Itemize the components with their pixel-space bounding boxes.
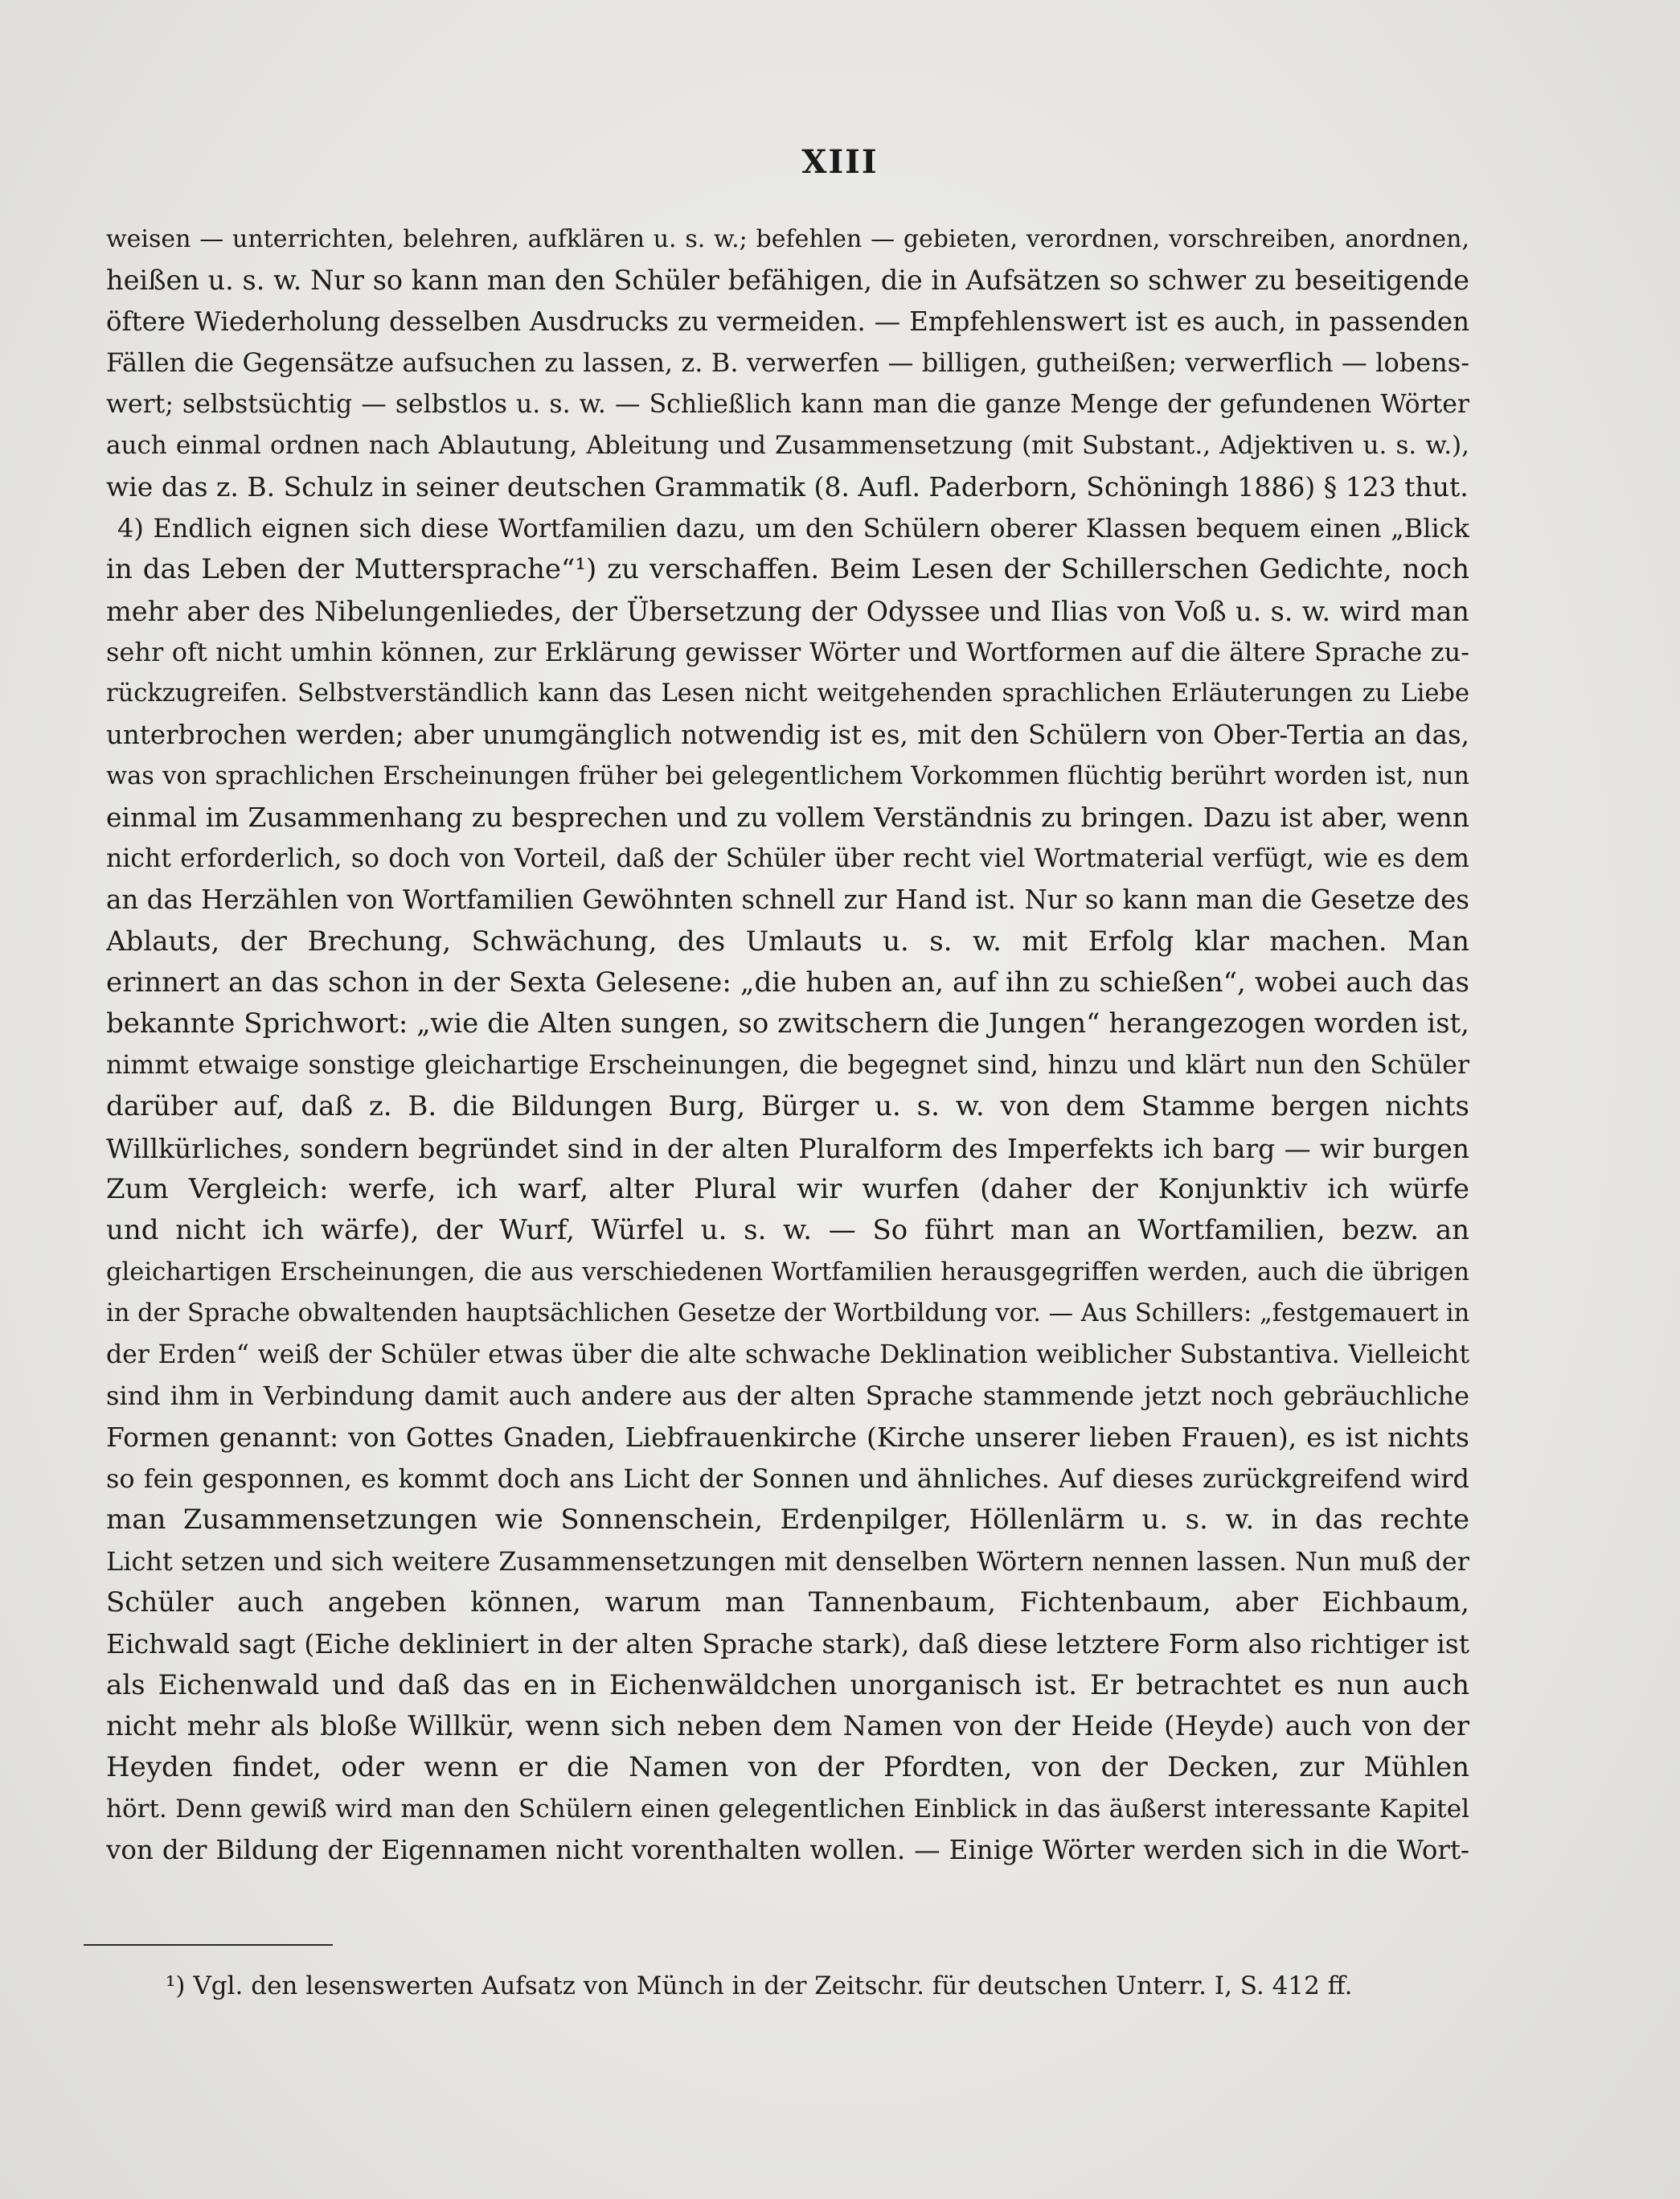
text-line: gleichartigen Erscheinungen, die aus verschiedenen Wortfamilien herausgegriffen werden, auch die übrigen (106, 1257, 1469, 1286)
text-line: so fein gesponnen, es kommt doch ans Licht der Sonnen und ähnliches. Auf dieses zurückgreifend wird (106, 1463, 1469, 1494)
text-line: in das Leben der Muttersprache“¹) zu verschaffen. Beim Lesen der Schillerschen Gedichte, noch (106, 553, 1469, 586)
text-line: öftere Wiederholung desselben Ausdrucks zu vermeiden. — Empfehlenswert ist es auch, in passenden (106, 306, 1469, 337)
text-line: Formen genannt: von Gottes Gnaden, Liebfrauenkirche (Kirche unserer lieben Frauen), es ist nichts (106, 1422, 1469, 1454)
text-line: bekannte Sprichwort: „wie die Alten sungen, so zwitschern die Jungen“ herangezogen worden ist, (106, 1007, 1469, 1040)
text-line: man Zusammensetzungen wie Sonnenschein, Erdenpilger, Höllenlärm u. s. w. in das rechte (106, 1504, 1469, 1536)
text-line: darüber auf, daß z. B. die Bildungen Burg, Bürger u. s. w. von dem Stamme bergen nichts (106, 1090, 1469, 1123)
text-line: auch einmal ordnen nach Ablautung, Ableitung und Zusammensetzung (mit Substant., Adjektiven u. s. w.), (106, 430, 1469, 460)
text-line: sind ihm in Verbindung damit auch andere aus der alten Sprache stammende jetzt noch gebräuchliche (106, 1380, 1469, 1411)
text-line: Eichwald sagt (Eiche dekliniert in der alten Sprache stark), daß diese letztere Form also richtiger ist (106, 1628, 1469, 1660)
text-line: an das Herzählen von Wortfamilien Gewöhnten schnell zur Hand ist. Nur so kann man die Gesetze des (106, 884, 1469, 916)
text-line: erinnert an das schon in der Sexta Gelesene: „die huben an, auf ihn zu schießen“, wobei auch das (106, 966, 1469, 999)
text-line: nicht erforderlich, so doch von Vorteil, daß der Schüler über recht viel Wortmaterial verfügt, wie es dem (106, 843, 1469, 873)
text-line: Willkürliches, sondern begründet sind in der alten Pluralform des Imperfekts ich barg — wir burgen (106, 1132, 1469, 1164)
footnote: ¹) Vgl. den lesenswerten Aufsatz von Münch in der Zeitschr. für deutschen Unterr. I, S. 412 ff. (166, 1971, 1353, 2000)
text-line: einmal im Zusammenhang zu besprechen und zu vollem Verständnis zu bringen. Dazu ist aber, wenn (106, 802, 1469, 834)
text-line: Ablauts, der Brechung, Schwächung, des Umlauts u. s. w. mit Erfolg klar machen. Man (106, 925, 1469, 958)
text-line: von der Bildung der Eigennamen nicht vorenthalten wollen. — Einige Wörter werden sich in die Wort- (106, 1835, 1469, 1866)
text-line: Heyden findet, oder wenn er die Namen von der Pfordten, von der Decken, zur Mühlen (106, 1751, 1469, 1784)
text-line: wert; selbstsüchtig — selbstlos u. s. w. — Schließlich kann man die ganze Menge der gefundenen Wörter (106, 389, 1469, 419)
text-line: wie das z. B. Schulz in seiner deutschen Grammatik (8. Aufl. Paderborn, Schöningh 1886) § 123 thut. (106, 471, 1469, 503)
body-text (106, 219, 1469, 1872)
text-line: was von sprachlichen Erscheinungen früher bei gelegentlichem Vorkommen flüchtig berührt worden ist, nun (106, 762, 1469, 791)
text-line: nicht mehr als bloße Willkür, wenn sich neben dem Namen von der Heide (Heyde) auch von der (106, 1710, 1469, 1743)
text-line: in der Sprache obwaltenden hauptsächlichen Gesetze der Wortbildung vor. — Aus Schillers: „festgemauert in (106, 1299, 1469, 1328)
text-line: der Erden“ weiß der Schüler etwas über die alte schwache Deklination weiblicher Substantiva. Vielleicht (106, 1340, 1469, 1369)
text-line: Licht setzen und sich weitere Zusammensetzungen mit denselben Wörtern nennen lassen. Nun muß der (106, 1545, 1469, 1577)
text-line: nimmt etwaige sonstige gleichartige Erscheinungen, die begegnet sind, hinzu und klärt nun den Schüler (106, 1050, 1469, 1080)
text-line: Zum Vergleich: werfe, ich warf, alter Plural wir wurfen (daher der Konjunktiv ich würfe (106, 1172, 1469, 1205)
footnote-divider (84, 1944, 333, 1946)
text-line: weisen — unterrichten, belehren, aufklären u. s. w.; befehlen — gebieten, verordnen, vorschreiben, anordnen, (106, 225, 1469, 253)
text-line: hört. Denn gewiß wird man den Schülern einen gelegentlichen Einblick in das äußerst interessante Kapitel (106, 1794, 1469, 1824)
text-line: unterbrochen werden; aber unumgänglich notwendig ist es, mit den Schülern von Ober-Tertia an das, (106, 719, 1469, 750)
text-line: Fällen die Gegensätze aufsuchen zu lassen, z. B. verwerfen — billigen, gutheißen; verwerflich — lobens- (106, 347, 1469, 379)
text-line: mehr aber des Nibelungenliedes, der Übersetzung der Odyssee und Ilias von Voß u. s. w. wird man (106, 595, 1469, 627)
text-line: als Eichenwald und daß das en in Eichenwäldchen unorganisch ist. Er betrachtet es nun auch (106, 1668, 1469, 1701)
text-line: 4) Endlich eignen sich diese Wortfamilien dazu, um den Schülern oberer Klassen bequem einen „Blick (117, 512, 1469, 544)
text-line: sehr oft nicht umhin können, zur Erklärung gewisser Wörter und Wortformen auf die ältere Sprache zu- (106, 636, 1469, 667)
text-line: heißen u. s. w. Nur so kann man den Schüler befähigen, die in Aufsätzen so schwer zu beseitigende (106, 265, 1469, 297)
text-line: rückzugreifen. Selbstverständlich kann das Lesen nicht weitgehenden sprachlichen Erläuterungen zu Liebe (106, 679, 1469, 708)
page-number: XIII (801, 143, 879, 181)
text-line: und nicht ich wärfe), der Wurf, Würfel u. s. w. — So führt man an Wortfamilien, bezw. an (106, 1214, 1469, 1247)
text-line: Schüler auch angeben können, warum man Tannenbaum, Fichtenbaum, aber Eichbaum, (106, 1586, 1469, 1618)
